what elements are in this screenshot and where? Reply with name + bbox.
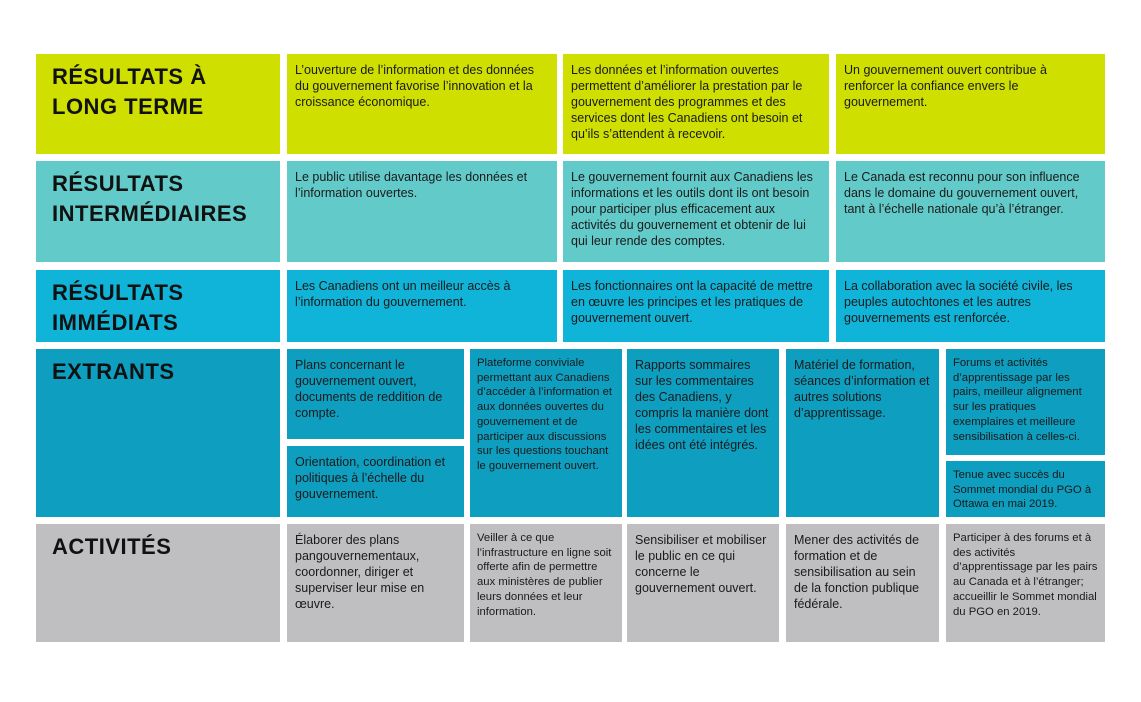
immediate-result-3: La collaboration avec la société civile, les peuples autochtones et les autres gouvernements est renforcée. — [836, 270, 1105, 342]
output-platform: Plateforme conviviale permettant aux Canadiens d’accéder à l’information et aux données ouvertes du gouvernement et de participer aux discussions sur les questions touchant le gouvernement ouvert. — [470, 349, 622, 517]
output-ogp-summit: Tenue avec succès du Sommet mondial du PGO à Ottawa en mai 2019. — [946, 461, 1105, 517]
output-plans: Plans concernant le gouvernement ouvert, documents de reddition de compte. — [287, 349, 464, 439]
outputs-header: EXTRANTS — [36, 349, 280, 517]
output-orientation: Orientation, coordination et politiques à l’échelle du gouvernement. — [287, 446, 464, 517]
immediate-results-header: RÉSULTATS IMMÉDIATS — [36, 270, 280, 342]
immediate-result-2: Les fonctionnaires ont la capacité de mettre en œuvre les principes et les pratiques de gouvernement ouvert. — [563, 270, 829, 342]
activity-infrastructure: Veiller à ce que l’infrastructure en ligne soit offerte afin de permettre aux ministères de publier leurs données et leur information. — [470, 524, 622, 642]
activity-training: Mener des activités de formation et de sensibilisation au sein de la fonction publique fédérale. — [786, 524, 939, 642]
output-summary-reports: Rapports sommaires sur les commentaires des Canadiens, y compris la manière dont les commentaires et les idées ont été intégrés. — [627, 349, 779, 517]
intermediate-result-2: Le gouvernement fournit aux Canadiens les informations et les outils dont ils ont besoin pour participer plus efficacement aux activités du gouvernement et obtenir de lui qui leur rende des comptes. — [563, 161, 829, 262]
long-term-result-2: Les données et l’information ouvertes permettent d’améliorer la prestation par le gouvernement des programmes et des services dont les Canadiens ont besoin et qu’ils s’attendent à recevoir. — [563, 54, 829, 154]
activities-header: ACTIVITÉS — [36, 524, 280, 642]
intermediate-result-3: Le Canada est reconnu pour son influence dans le domaine du gouvernement ouvert, tant à l’échelle nationale qu’à l’étranger. — [836, 161, 1105, 262]
long-term-result-1: L’ouverture de l’information et des données du gouvernement favorise l’innovation et la croissance économique. — [287, 54, 557, 154]
intermediate-result-1: Le public utilise davantage les données et l’information ouvertes. — [287, 161, 557, 262]
long-term-result-3: Un gouvernement ouvert contribue à renforcer la confiance envers le gouvernement. — [836, 54, 1105, 154]
intermediate-results-header: RÉSULTATS INTERMÉDIAIRES — [36, 161, 280, 262]
output-training-material: Matériel de formation, séances d’information et autres solutions d’apprentissage. — [786, 349, 939, 517]
activity-awareness: Sensibiliser et mobiliser le public en ce qui concerne le gouvernement ouvert. — [627, 524, 779, 642]
output-forums: Forums et activités d’apprentissage par les pairs, meilleur alignement sur les pratiques exemplaires et meilleure sensibilisation à celles-ci. — [946, 349, 1105, 455]
immediate-result-1: Les Canadiens ont un meilleur accès à l’information du gouvernement. — [287, 270, 557, 342]
activity-forums: Participer à des forums et à des activités d’apprentissage par les pairs au Canada et à l’étranger; accueillir le Sommet mondial du PGO en 2019. — [946, 524, 1105, 642]
long-term-results-header: RÉSULTATS À LONG TERME — [36, 54, 280, 154]
activity-plans: Élaborer des plans pangouvernementaux, coordonner, diriger et superviser leur mise en œuvre. — [287, 524, 464, 642]
